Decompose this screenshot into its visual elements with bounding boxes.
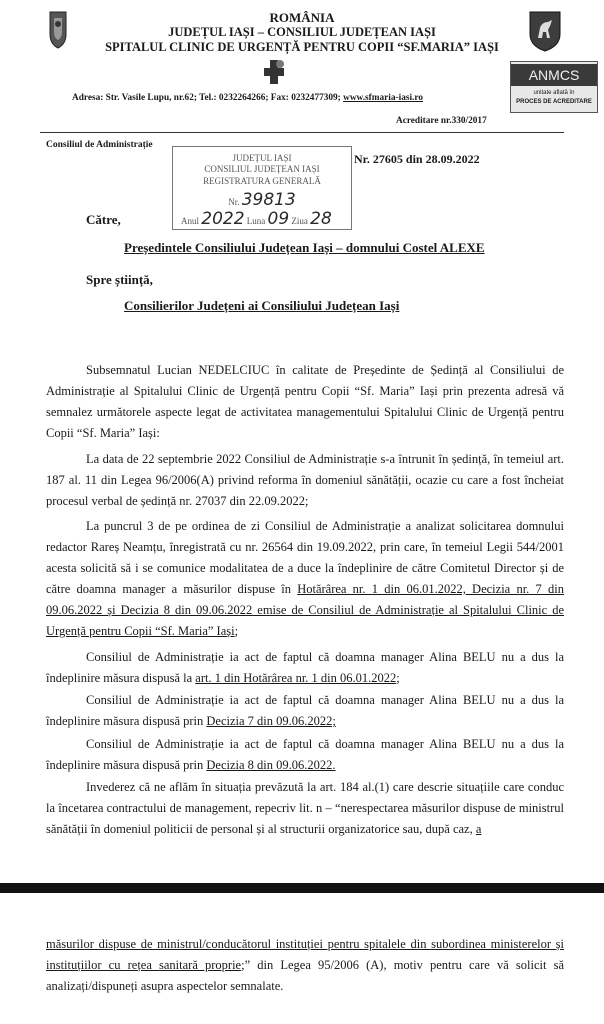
header-country: ROMÂNIA — [269, 10, 335, 25]
department-label: Consiliul de Administrație — [46, 140, 153, 150]
anmcs-subtitle-1: unitate aflată în — [533, 90, 575, 96]
stamp-line-3: REGISTRATURA GENERALĂ — [203, 176, 321, 186]
paragraph-1-rest: Administrație al Spitalului Clinic de Urgență pentru Copii “Sf. Maria” Iași prin prezenta adresă vă semnalez următorele aspecte legat de activitatea managementului Spitalului Clinic de Urgență pentru Copii “Sf. Maria” Iași: — [46, 384, 564, 440]
cc-recipients: Consilierilor Județeni ai Consiliului Județean Iași — [124, 298, 400, 313]
paragraph-3-end: ; — [234, 624, 239, 638]
header-hospital: SPITALUL CLINIC DE URGENȚĂ PENTRU COPII “SF.MARIA” IAȘI — [105, 40, 499, 54]
paragraph-4-text: Consiliul de Administrație ia act de faptul că doamna manager Alina BELU nu a dus la îndeplinire măsura dispusă la — [46, 650, 564, 685]
stamp-date-row — [173, 209, 359, 229]
paragraph-6 — [46, 734, 564, 776]
paragraph-5-reference: Decizia 7 din 09.06.2022; — [206, 714, 336, 728]
recipient: Președintele Consiliului Județean Iași – domnului Costel ALEXE — [124, 240, 485, 255]
paragraph-5 — [46, 690, 564, 732]
anmcs-title: ANMCS — [511, 64, 597, 86]
registry-stamp — [172, 146, 352, 230]
stamp-ziua-handwritten: 28 — [310, 209, 332, 229]
horse-emblem-icon — [528, 10, 562, 52]
anmcs-subtitle-2: PROCES DE ACREDITARE — [516, 99, 592, 105]
paragraph-3-text: La puncrul 3 de pe ordinea de zi Consiliul de Administrație a analizat solicitarea domnului redactor Rareș Neamțu, înregistrată cu nr. 26564 din 19.09.2022, prin care, în temeiul Legii 544/2001 acesta solicită să i se comunice modalitatea de a duce la îndeplinire de către Comitetul Director și de către doamna manager a măsurilor dispuse în — [46, 519, 564, 596]
paragraph-8-quote: măsurilor dispuse de ministrul/conducătorul instituției pentru spitalele din subordinea ministerelor și instituțiilor cu rețea sanitară proprie — [46, 937, 564, 972]
document-number: Nr. 27605 din 28.09.2022 — [354, 152, 480, 166]
page-break-band — [0, 883, 604, 893]
stamp-an-handwritten: 2022 — [201, 209, 245, 229]
stamp-nr-label: Nr. — [228, 197, 240, 207]
header-address — [72, 93, 423, 103]
paragraph-4-reference: art. 1 din Hotărârea nr. 1 din 06.01.2022 — [195, 671, 397, 685]
paragraph-7-continued: a — [475, 822, 482, 836]
paragraph-8-text: ;” din Legea 95/2006 (A), motiv pentru care vă solicit să analizați/dispuneți asupra aspectelor semnalate. — [46, 958, 564, 993]
stamp-line-1: JUDEȚUL IAȘI — [232, 153, 292, 163]
stamp-ziua-label: Ziua — [291, 216, 308, 226]
paragraph-8 — [46, 934, 564, 997]
header-divider — [40, 132, 564, 133]
anmcs-badge — [510, 61, 598, 113]
header-county: JUDEȚUL IAȘI – CONSILIUL JUDEȚEAN IAȘI — [168, 25, 436, 39]
stamp-number-row — [173, 190, 351, 210]
address-text: Adresa: Str. Vasile Lupu, nr.62; Tel.: 0232264266; Fax: 0232477309; — [72, 93, 341, 103]
paragraph-6-text: Consiliul de Administrație ia act de faptul că doamna manager Alina BELU nu a dus la îndeplinire măsura dispusă prin — [46, 737, 564, 772]
paragraph-6-reference: Decizia 8 din 09.06.2022. — [206, 758, 336, 772]
stamp-luna-handwritten: 09 — [267, 209, 290, 229]
stamp-nr-handwritten: 39813 — [241, 190, 296, 210]
paragraph-7-text: Invederez că ne aflăm în situația prevăzută la art. 184 al.(1) care descrie situațiile care conduc la încetarea contractului de management, repecriv lit. n – “nerespectarea măsurilor dispuse de ministrul sănătății în domeniul politicii de personal și al structurii organizatorice sau, după caz, — [46, 780, 564, 836]
paragraph-3 — [46, 516, 564, 642]
paragraph-4 — [46, 647, 564, 689]
accreditation-number: Acreditare nr.330/2017 — [396, 116, 487, 126]
paragraph-2: La data de 22 septembrie 2022 Consiliul de Administrație s-a întrunit în ședință, în temeiul art. 187 al. 11 din Legea 96/2006(A) privind reforma în domeniul sănătății, ocazie cu care a fost încheiat procesul verbal de ședință nr. 27037 din 22.09.2022; — [46, 452, 564, 508]
paragraph-4-end: ; — [396, 671, 400, 685]
stamp-an-label: Anul — [181, 216, 199, 226]
stamp-luna-label: Luna — [246, 216, 266, 226]
website-link[interactable]: www.sfmaria-iasi.ro — [343, 93, 423, 103]
paragraph-1-first-line: Subsemnatul Lucian NEDELCIUC în calitate de Președinte de Ședință al Consiliului de — [86, 363, 564, 377]
paragraph-1 — [46, 360, 564, 444]
cc-label: Spre știință, — [86, 272, 153, 287]
medical-cross-logo-icon — [262, 58, 286, 86]
to-label: Către, — [86, 212, 121, 227]
paragraph-3-decisions: Hotărârea nr. 1 din 06.01.2022, Decizia nr. 7 din 09.06.2022 și Decizia 8 din 09.06.2022 emise de Consiliul de Administrație al Spitalului Clinic de Urgență pentru Copii “Sf. Maria” Iași — [46, 582, 564, 638]
paragraph-5-text: Consiliul de Administrație ia act de faptul că doamna manager Alina BELU nu a dus la îndeplinire măsura dispusă prin — [46, 693, 564, 728]
stamp-line-2: CONSILIUL JUDEȚEAN IAȘI — [204, 164, 320, 174]
paragraph-7 — [46, 777, 564, 840]
